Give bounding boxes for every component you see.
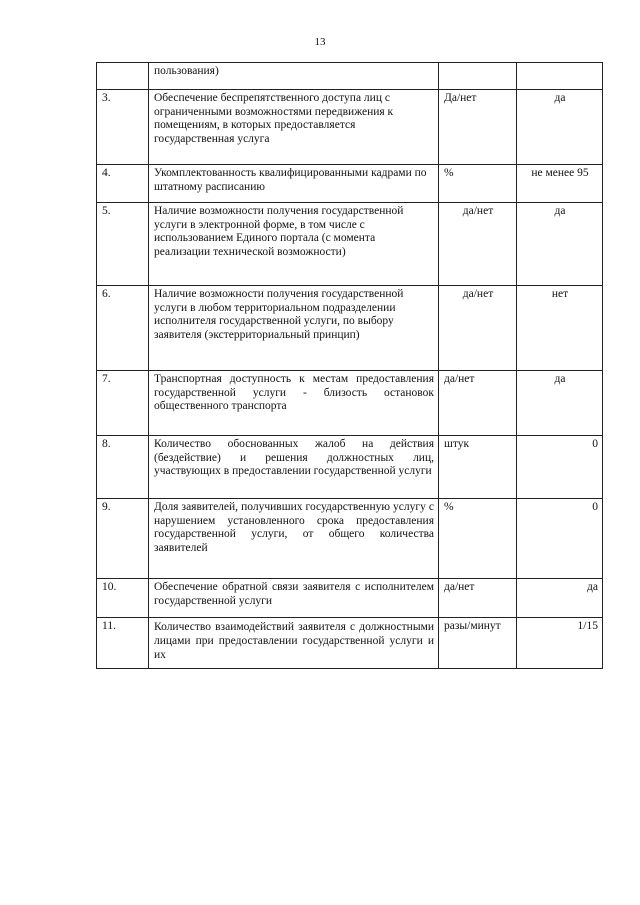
unit-of-measure: Да/нет — [439, 90, 517, 165]
table-row — [97, 286, 603, 371]
normative-value: 0 — [517, 436, 603, 499]
normative-value: не менее 95 — [517, 165, 603, 203]
indicator-name: Укомплектованность квалифицированными кадрами по штатному расписанию — [149, 165, 439, 203]
table-row — [97, 618, 603, 669]
indicators-table — [96, 62, 603, 669]
table-row — [97, 90, 603, 165]
indicator-name: Транспортная доступность к местам предоставления государственной услуги - близость остановок общественного транспорта — [149, 371, 439, 436]
row-number: 4. — [97, 165, 149, 203]
row-number: 8. — [97, 436, 149, 499]
table-row — [97, 499, 603, 579]
unit-of-measure: разы/минут — [439, 618, 517, 669]
indicator-name: Доля заявителей, получивших государственную услугу с нарушением установленного срока предоставления государственной услуги, от общего количества заявителей — [149, 499, 439, 579]
row-number: 9. — [97, 499, 149, 579]
unit-of-measure: % — [439, 165, 517, 203]
indicator-name: Наличие возможности получения государственной услуги в любом территориальном подразделении исполнителя государственной услуги, по выбору заявителя (экстерриториальный принцип) — [149, 286, 439, 371]
normative-value: да — [517, 203, 603, 286]
indicator-name: Обеспечение обратной связи заявителя с исполнителем государственной услуги — [149, 579, 439, 618]
table-row — [97, 371, 603, 436]
normative-value: 0 — [517, 499, 603, 579]
row-number: 7. — [97, 371, 149, 436]
table-row — [97, 579, 603, 618]
table-row — [97, 203, 603, 286]
indicator-name: Обеспечение беспрепятственного доступа лиц с ограниченными возможностями передвижения к помещениям, в которых предоставляется государственная услуга — [149, 90, 439, 165]
unit-of-measure: да/нет — [439, 579, 517, 618]
indicator-name: пользования) — [149, 63, 439, 90]
table-row — [97, 436, 603, 499]
row-number: 6. — [97, 286, 149, 371]
normative-value: 1/15 — [517, 618, 603, 669]
row-number: 3. — [97, 90, 149, 165]
row-number — [97, 63, 149, 90]
table-row — [97, 165, 603, 203]
indicator-name: Количество взаимодействий заявителя с должностными лицами при предоставлении государственной услуги и их — [149, 618, 439, 669]
unit-of-measure: да/нет — [439, 203, 517, 286]
table-row — [97, 63, 603, 90]
row-number: 11. — [97, 618, 149, 669]
normative-value: да — [517, 90, 603, 165]
unit-of-measure: % — [439, 499, 517, 579]
unit-of-measure: да/нет — [439, 371, 517, 436]
normative-value: нет — [517, 286, 603, 371]
normative-value — [517, 63, 603, 90]
normative-value: да — [517, 579, 603, 618]
unit-of-measure: штук — [439, 436, 517, 499]
row-number: 10. — [97, 579, 149, 618]
page-number: 13 — [314, 36, 326, 48]
row-number: 5. — [97, 203, 149, 286]
unit-of-measure — [439, 63, 517, 90]
indicator-name: Наличие возможности получения государственной услуги в электронной форме, в том числе с использованием Единого портала (с момента реализации технической возможности) — [149, 203, 439, 286]
unit-of-measure: да/нет — [439, 286, 517, 371]
normative-value: да — [517, 371, 603, 436]
indicator-name: Количество обоснованных жалоб на действия (бездействие) и решения должностных лиц, участвующих в предоставлении государственной услуги — [149, 436, 439, 499]
